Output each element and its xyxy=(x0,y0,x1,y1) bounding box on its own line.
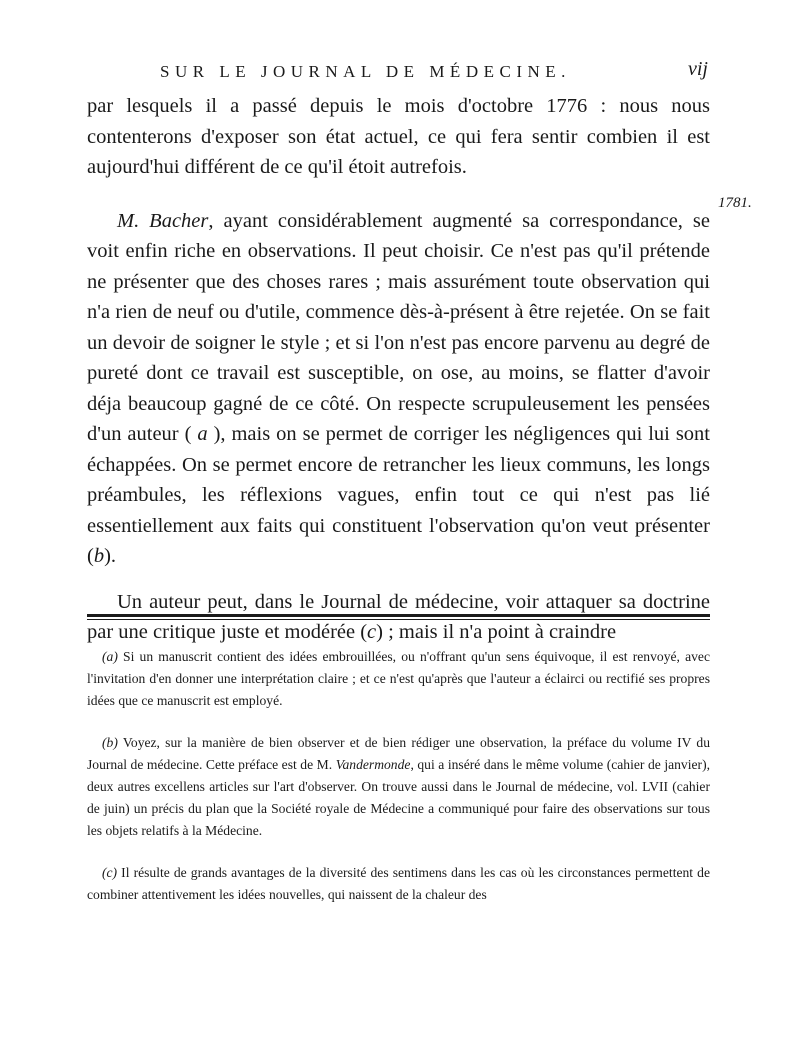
person-name: M. Bacher xyxy=(117,209,209,232)
paragraph-1: par lesquels il a passé depuis le mois d'octobre 1776 : nous nous contenterons d'exposer son état actuel, ce qui fera sentir combien il est aujourd'hui différent de ce qu'il étoit autrefois. xyxy=(87,95,710,178)
footnote-b-text-b: , qui a inséré dans le même volume (cahier de janvier), deux autres excellens articles sur l'art d'observer. On trouve aussi dans le Journal de médecine, vol. LVII (cahier de juin) un précis du plan que la Société royale de Médecine a communiqué pour faire des observations sur tous les objets relatifs à la Médecine. xyxy=(87,757,710,838)
footnote-divider-thin xyxy=(87,619,710,620)
margin-year-note: 1781. xyxy=(718,195,752,211)
running-head: SUR LE JOURNAL DE MÉDECINE. xyxy=(160,62,571,81)
paragraph-3-text-b: ) ; mais il n'a point à craindre xyxy=(376,621,617,643)
footnote-ref-a[interactable]: a xyxy=(197,423,208,445)
paragraph-2-text-c: ). xyxy=(104,545,117,567)
footnote-ref-c[interactable]: c xyxy=(367,621,377,643)
footnote-b xyxy=(87,732,710,842)
footnote-b-text-a: Voyez, sur la manière de bien observer et de bien rédiger une observation, la préface du volume IV du Journal de médecine. Cette préface est de M. xyxy=(87,735,710,772)
footnote-c-text: Il résulte de grands avantages de la diversité des sentimens dans les cas où les circonstances permettent de combiner attentivement les idées nouvelles, qui naissent de la chaleur des xyxy=(87,865,710,902)
paragraph-2 xyxy=(87,206,710,572)
footnote-divider-thick xyxy=(87,614,710,617)
footnote-a-text: Si un manuscrit contient des idées embrouillées, ou n'offrant qu'un sens équivoque, il est renvoyé, avec l'invitation d'en donner une interprétation claire ; et ce n'est qu'après que l'auteur a éclairci ou rectifié ses propres idées que ce manuscrit est employé. xyxy=(87,649,710,708)
footnote-ref-b[interactable]: b xyxy=(93,545,105,567)
paragraph-3 xyxy=(87,587,710,648)
paragraph-2-text-a: , ayant considérablement augmenté sa correspondance, se voit enfin riche en observations. Il peut choisir. Ce n'est pas qu'il prétende ne présenter que des choses rares ; mais assurément toute observation qui n'a rien de neuf ou d'utile, commence dès-à-présent à être rejetée. On se fait un devoir de soigner le style ; et si l'on n'est pas encore parvenu au degré de pureté dont ce travail est susceptible, on ose, au moins, se flatter d'avoir déja beaucoup gagné de ce côté. On respecte scrupuleusement les pensées d'un auteur ( xyxy=(87,209,710,445)
footnote-a xyxy=(87,646,710,712)
footnotes xyxy=(87,646,710,926)
page-number: vij xyxy=(688,58,708,80)
footnote-b-mark: (b) xyxy=(102,735,118,750)
footnote-c-mark: (c) xyxy=(102,865,118,880)
footnote-c xyxy=(87,862,710,906)
footnote-b-name: Vandermonde xyxy=(335,757,411,772)
main-text xyxy=(87,91,710,648)
footnote-a-mark: (a) xyxy=(102,649,118,664)
paragraph-2-text-b: ), mais on se permet de corriger les négligences qui lui sont échappées. On se permet encore de retrancher les lieux communs, les longs préambules, les réflexions vagues, enfin tout ce qui n'est pas lié essentiellement aux faits qui constituent l'observation qu'on veut présenter ( xyxy=(87,423,710,567)
paragraph-3-text-a: Un auteur peut, dans le Journal de médecine, voir attaquer sa doctrine par une critique juste et modérée ( xyxy=(87,590,710,643)
